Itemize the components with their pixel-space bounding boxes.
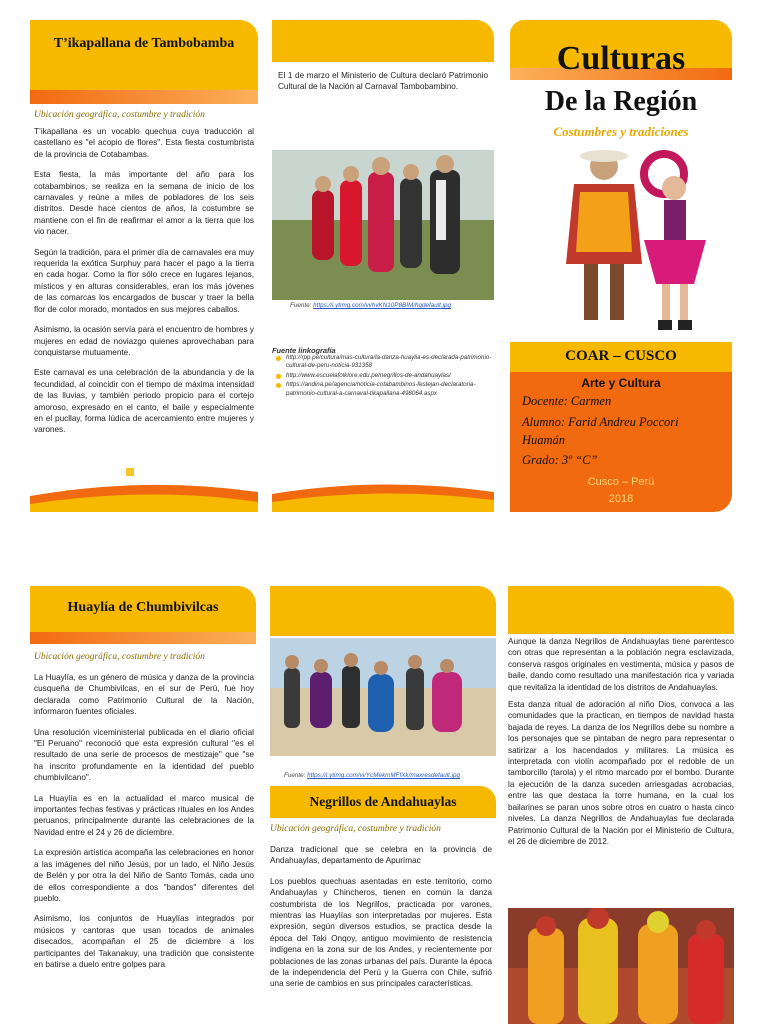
paragraph: Danza tradicional que se celebra en la provincia de Andahuaylas, departamento de Apurímac — [270, 845, 492, 866]
panel-huaylia — [30, 586, 256, 1024]
course-name: Arte y Cultura — [581, 376, 661, 390]
cover-dancers-illustration — [524, 144, 720, 340]
decor-square — [126, 468, 134, 476]
paragraph: Aunque la danza Negrillos de Andahuaylas tiene parentesco con otras que representan a la población negra esclavizada, conserva rasgos originales en vestimenta, música y pasos de baile, dando como resultado una manifestación rica y variada que revitaliza la identidad de los distritos de Andahuaylas. — [508, 637, 734, 692]
school-name: COAR – CUSCO — [565, 348, 677, 364]
paragraph: Una resolución viceministerial publicada en el diario oficial "El Peruano" reconoció que esta expresión cultural "es el resultado de una serie de procesos de mestizaje" que "se ha inscrito profundamente en la identidad del pueblo chumbivilcano". — [34, 727, 254, 783]
photo-negrillos-dancers — [508, 908, 734, 1024]
caption-label: Fuente: — [284, 772, 306, 779]
photo-caption — [290, 302, 451, 309]
panel-negrillos-continued — [508, 586, 734, 1024]
section-subtitle: Ubicación geográfica, costumbre y tradición — [34, 652, 205, 662]
panel-footer-wave — [30, 482, 258, 512]
city-line: Cusco – Perú — [587, 476, 655, 488]
paragraph: Los pueblos quechuas asentadas en este territorio, como Andahuaylas y Chincheros, tienen en común la danza costumbrista de los Negrillos, practicada por varones, mientras las Huaylías son interpretadas por mujeres. Esta expresión, según diversos estudios, se practica desde la época del Taki Onqoy, antiguo movimiento de resistencia indígena en la zona sur de los Andes, y recientemente por poblaciones de las zonas urbanas del país. Durante la época de la independencia del Perú y la Guerra con Chile, sufrió una serie de cambios en sus principales características. — [270, 876, 492, 989]
paragraph: La expresión artística acompaña las celebraciones en honor a las imágenes del niño Jesús, por un lado, el Niño Jesús de Belén y por otra la del Niño de Santo Tomás, cada uno de ellos correspondiente a dos "bandos" diferentes del pueblo. — [34, 848, 254, 903]
bullet-icon — [276, 374, 281, 379]
section-title: Negrillos de Andahuaylas — [309, 794, 457, 809]
paragraph: La Huaylía, es un género de música y danza de la provincia cusqueña de Chumbivilcas, en el sur de Perú, fue hoy declarada como Patrimonio Cultural de la Nación, informaron fuentes oficiales. — [34, 673, 254, 717]
section-subtitle: Ubicación geográfica, costumbre y tradición — [270, 824, 441, 834]
panel-negrillos — [270, 586, 496, 1024]
cover-title-line1: Culturas — [556, 40, 686, 77]
teacher-line: Docente: Carmen — [522, 394, 612, 408]
photo-caption — [284, 772, 460, 779]
bullet-icon — [276, 383, 281, 388]
paragraph: Esta fiesta, la más importante del año para los cotabambinos, se realiza en la semana de inicio de los carnavales y reúne a miles de pobladores de los seis distritos. Desde hace cientos de años, la costumbre se mantiene con el fin de reafirmar el amor a la tierra que los vio nacer. — [34, 170, 254, 237]
paragraph: Esta danza ritual de adoración al niño Dios, convoca a las comunidades que la practican, en tiempos de navidad hasta bajada de reyes. La danza de los Negrillos debe su nombre a los personajes que se pintaban de negro para representar o satirizar a los hacendados y militares. La música es interpretada con violín acompañado por el redoble de un tamborcillo (tarola) y el ritmo marcado por el bombo. Durante la ejecución de la danza suceden arriesgadas acrobacias, entre las que destaca la torre humana, en la cual los bailarines se paran unos sobre otros en cuatro o hasta cinco niveles. La danza Negrillos de Andahuaylas fue declarada Patrimonio Cultural de la Nación por el Ministerio de Cultura, el 26 de diciembre de 2012. — [508, 700, 734, 846]
grade-line: Grado: 3º “C” — [522, 453, 598, 467]
photo-tikapallana-dancers — [272, 150, 494, 300]
panel-tikapallana — [30, 20, 258, 512]
paragraph: La Huaylía es en la actualidad el marco musical de importantes fechas festivas y prácticas rituales en los Andes peruanos, principalmente durante las celebraciones de la Navidad entre el 24 y 26 de diciembre. — [34, 793, 254, 837]
panel-header-bar — [30, 20, 258, 90]
panel-cover — [510, 20, 732, 512]
paragraph: T’ikapallana es un vocablo quechua cuya traducción al castellano es "el acopio de flores". Esta fiesta costumbrista de la provincia de Cotabambas. — [34, 127, 254, 159]
panel-header-bar — [508, 586, 734, 634]
caption-label: Fuente: — [290, 302, 312, 309]
panel-intro-sources — [272, 20, 494, 512]
paragraph: Según la tradición, para el primer día de carnavales era muy requerida la exótica Surphuy para hacer el pago a la tierra en cada hogar. Como la flor sólo crece en lugares lejanos, místicos y en alturas considerables, eran los más jóvenes de las comarcas los encargados de buscar y traer la bella flor de color morado, montados en sus mejores caballos. — [34, 247, 254, 314]
paragraph: Asimismo, la ocasión servía para el encuentro de hombres y mujeres en edad de noviazgo quienes aprovechaban para conquistarse mutuamente. — [34, 325, 254, 357]
page-title: Huaylía de Chumbivilcas — [67, 600, 219, 615]
source-item — [286, 381, 494, 398]
caption-link[interactable]: https://i.ytimg.com/vi/hvKN10P8BIM/hqdefault.jpg — [313, 302, 452, 309]
year-line: 2018 — [608, 493, 634, 505]
caption-link[interactable]: https://i.ytimg.com/vi/YcMekmMFfXk/maxresdefault.jpg — [307, 772, 461, 779]
student-line: Alumno: Farid Andreu Poccori Huamán — [522, 415, 679, 447]
page-title: T’ikapallana de Tambobamba — [53, 36, 235, 51]
paragraph: Este carnaval es una celebración de la abundancia y de la fecundidad, al coincidir con el tiempo de máxima intensidad de las lluvias, y también periodo propicio para el cortejo amoroso, expresado en el canto, el baile y especialmente en el pucllay, forma lúdica de acercamiento entre mujeres y varones. — [34, 368, 254, 435]
cover-info-box — [510, 342, 732, 512]
sources-list — [272, 354, 494, 398]
intro-paragraph: El 1 de marzo el Ministerio de Cultura declaró Patrimonio Cultural de la Nación al Carnaval Tambobambino. — [278, 71, 488, 92]
source-link[interactable]: http://www.escuelafolklore.edu.pe/negrillos-de-andahuaylas/ — [286, 371, 451, 379]
bullet-icon — [276, 356, 281, 361]
sources-title: Fuente linkografía — [272, 346, 336, 355]
panel-header-bar — [272, 20, 494, 62]
cover-tagline: Costumbres y tradiciones — [553, 124, 689, 139]
photo-huaylia-dancers — [270, 638, 496, 756]
cover-title-line2: De la Región — [544, 86, 698, 117]
source-item — [286, 372, 494, 380]
panel-footer-wave — [272, 482, 494, 512]
source-link[interactable]: http://rpp.pe/cultura/mas-cultura/la-danza-huaylia-es-declarada-patrimonio-cultural-de-peru-noticia-931358 — [286, 354, 492, 370]
panel-header-bar — [270, 586, 496, 636]
source-link[interactable]: https://andina.pe/agencia/noticia-cotabambinos-festejan-declaratoria-patrimonio-cultural-a-carnaval-tikapallana-498064.aspx — [286, 381, 476, 397]
section-subtitle: Ubicación geográfica, costumbre y tradición — [34, 110, 205, 120]
panel-header-orange-band — [30, 632, 256, 644]
panel-header-orange-band — [30, 90, 258, 104]
source-item — [286, 354, 494, 371]
paragraph: Asimismo, los conjuntos de Huaylías integrados por músicos y cantoras que usan tocados de animales disecados, acompañan el 25 de diciembre a los participantes del Takanakuy, una tradición que consistente en batirse a duelo entre golpes para — [34, 914, 254, 969]
